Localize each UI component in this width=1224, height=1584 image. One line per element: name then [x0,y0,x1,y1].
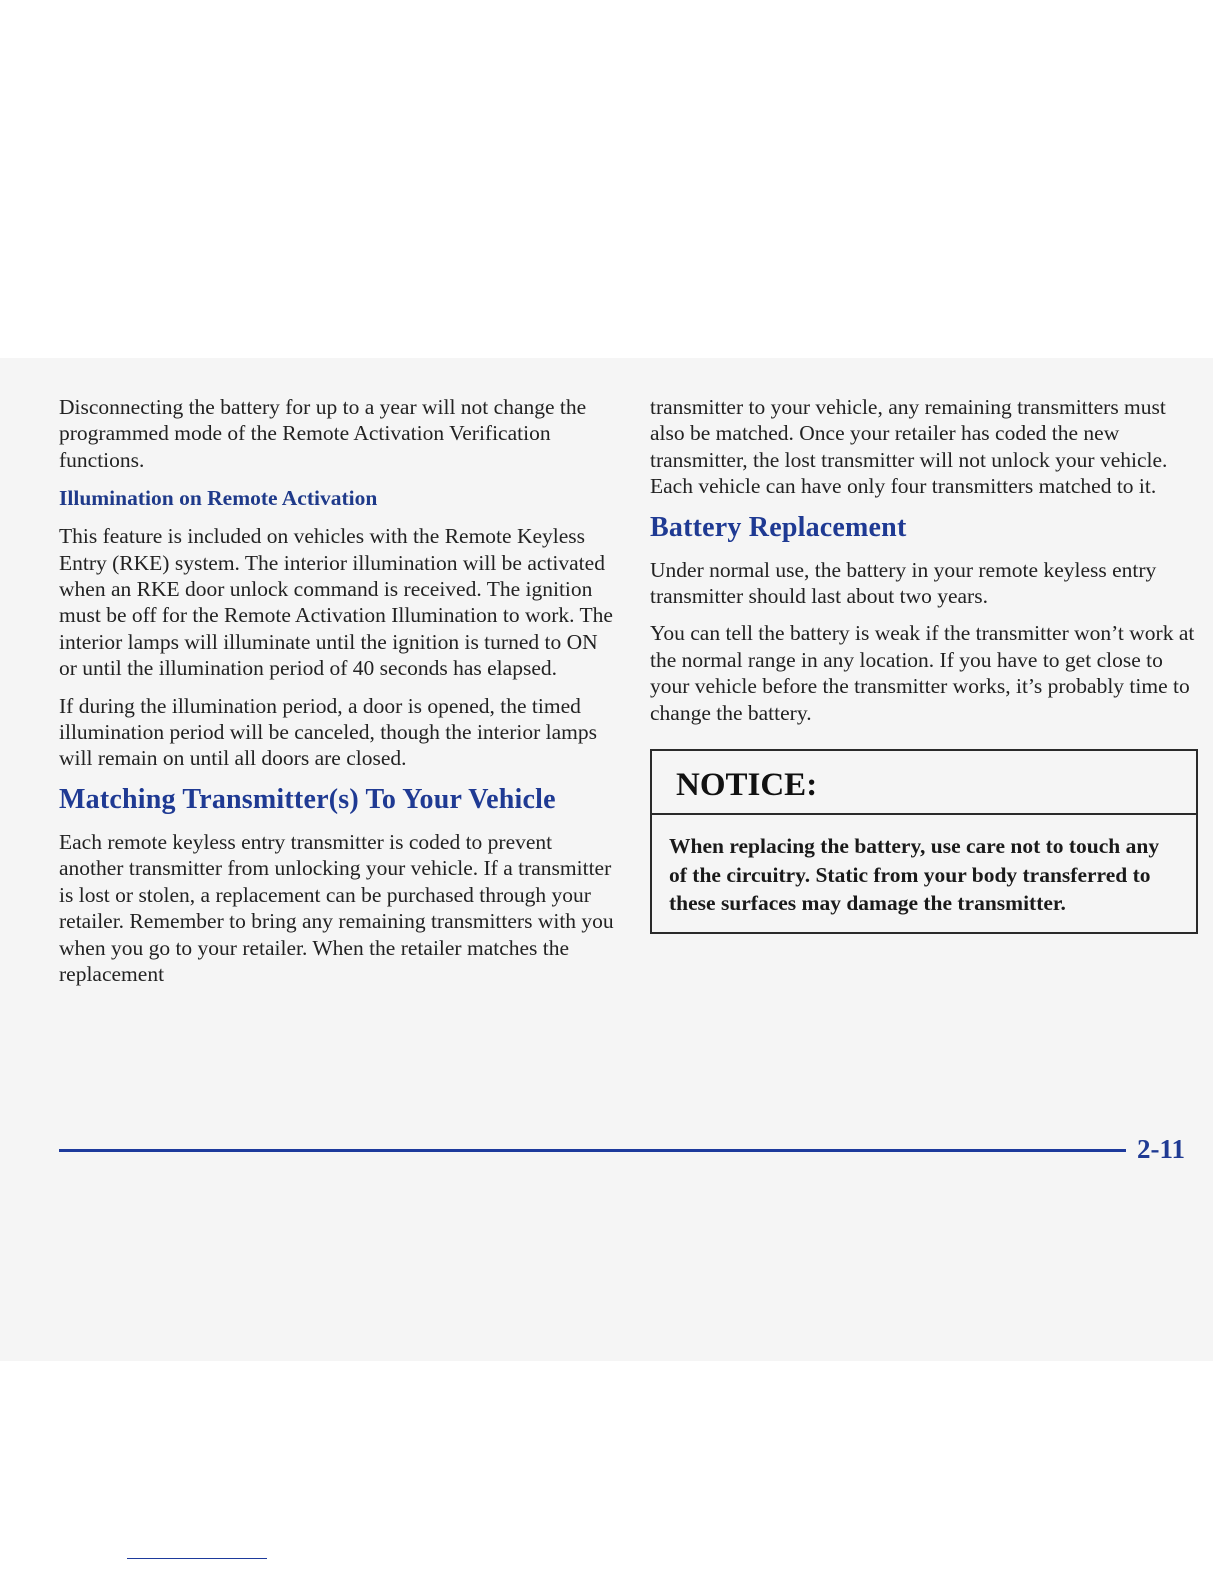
right-column [650,394,1200,934]
manual-page [0,358,1213,1361]
footer-rule [59,1149,1126,1152]
left-column [59,394,615,998]
notice-body: When replacing the battery, use care not to touch any of the circuitry. Static from your body transferred to these surfaces may damage the transmitter. [669,834,1160,916]
matching-heading: Matching Transmitter(s) To Your Vehicle [59,783,556,815]
continued-paragraph: transmitter to your vehicle, any remaining transmitters must also be matched. Once your retailer has coded the new transmitter, the lost transmitter will not unlock your vehicle. Each vehicle can have only four transmitters matched to it. [650,395,1168,499]
battery-weak-paragraph: You can tell the battery is weak if the transmitter won’t work at the normal range in any location. If you have to get close to your vehicle before the transmitter works, it’s probably time to change the battery. [650,621,1195,725]
illumination-paragraph: This feature is included on vehicles with the Remote Keyless Entry (RKE) system. The interior illumination will be activated when an RKE door unlock command is received. The ignition must be off for the Remote Activation Illumination to work. The interior lamps will illuminate until the ignition is turned to ON or until the illumination period of 40 seconds has elapsed. [59,524,613,681]
illumination-heading: Illumination on Remote Activation [59,486,378,511]
notice-title: NOTICE: [652,751,1196,815]
illumination-paragraph-door: If during the illumination period, a door is opened, the timed illumination period will be canceled, though the interior lamps will remain on until all doors are closed. [59,693,597,771]
intro-paragraph: Disconnecting the battery for up to a year will not change the programmed mode of the Remote Activation Verification functions. [59,395,587,472]
matching-paragraph: Each remote keyless entry transmitter is coded to prevent another transmitter from unlocking your vehicle. If a transmitter is lost or stolen, a replacement can be purchased through your retailer. Remember to bring any remaining transmitters with you when you go to your retailer. When the retailer matches the replacement [59,829,614,986]
bottom-link-underline [127,1558,267,1559]
battery-heading: Battery Replacement [650,511,907,543]
battery-life-paragraph: Under normal use, the battery in your remote keyless entry transmitter should last about two years. [650,557,1157,609]
page-number: 2-11 [1137,1134,1186,1164]
notice-box [650,749,1198,934]
